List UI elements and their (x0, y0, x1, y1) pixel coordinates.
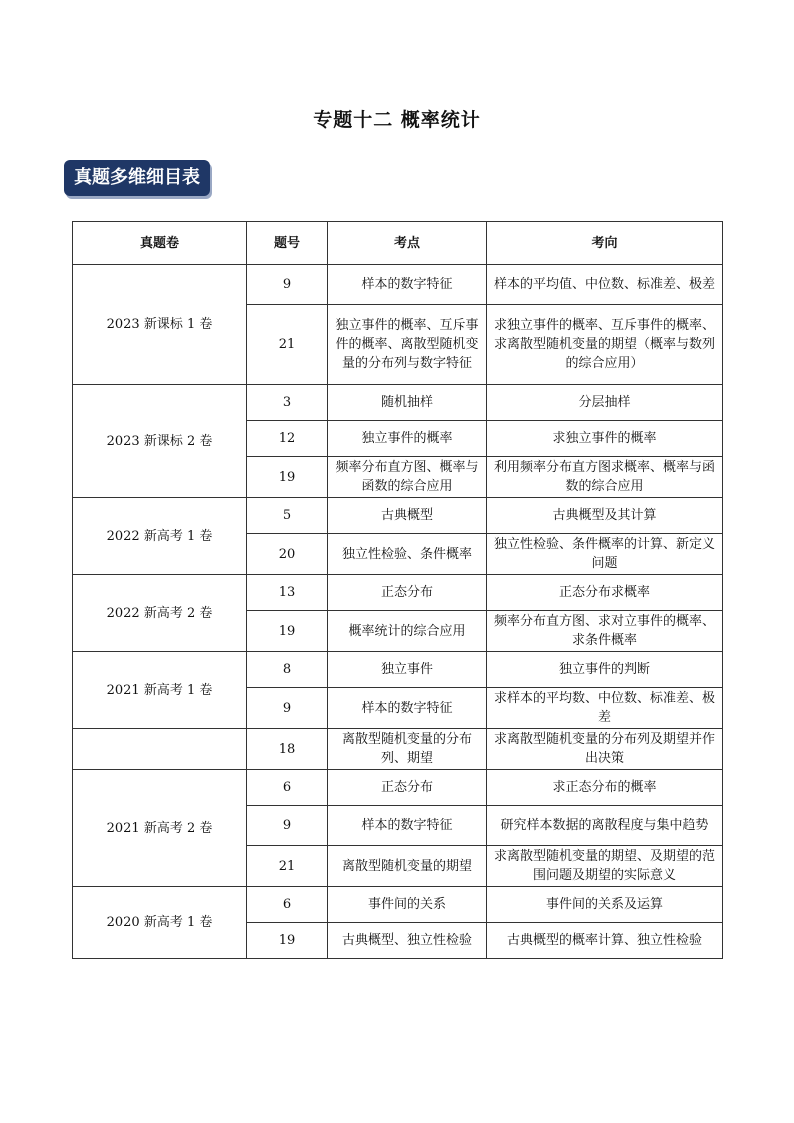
table-row (73, 265, 723, 305)
point-cell: 离散型随机变量的分布列、期望 (328, 729, 487, 770)
header-paper: 真题卷 (73, 222, 247, 265)
number-cell: 20 (247, 534, 328, 575)
direction-cell: 求样本的平均数、中位数、标准差、极差 (487, 688, 723, 729)
direction-cell: 求独立事件的概率、互斥事件的概率、求离散型随机变量的期望（概率与数列的综合应用） (487, 305, 723, 385)
header-direction: 考向 (487, 222, 723, 265)
point-cell: 离散型随机变量的期望 (328, 846, 487, 887)
direction-cell: 求正态分布的概率 (487, 770, 723, 806)
direction-cell: 求独立事件的概率 (487, 421, 723, 457)
point-cell: 样本的数字特征 (328, 688, 487, 729)
number-cell: 18 (247, 729, 328, 770)
point-cell: 古典概型 (328, 498, 487, 534)
paper-cell: 2022 新高考 2 卷 (73, 575, 247, 652)
point-cell: 正态分布 (328, 770, 487, 806)
point-cell: 独立事件 (328, 652, 487, 688)
table-row (73, 729, 723, 770)
number-cell: 19 (247, 611, 328, 652)
number-cell: 21 (247, 846, 328, 887)
table-row (73, 770, 723, 806)
number-cell: 6 (247, 770, 328, 806)
point-cell: 频率分布直方图、概率与函数的综合应用 (328, 457, 487, 498)
point-cell: 样本的数字特征 (328, 806, 487, 846)
exam-table (72, 221, 723, 959)
direction-cell: 古典概型及其计算 (487, 498, 723, 534)
direction-cell: 事件间的关系及运算 (487, 887, 723, 923)
direction-cell: 求离散型随机变量的分布列及期望并作出决策 (487, 729, 723, 770)
number-cell: 5 (247, 498, 328, 534)
direction-cell: 独立事件的判断 (487, 652, 723, 688)
paper-cell: 2022 新高考 1 卷 (73, 498, 247, 575)
section-badge: 真题多维细目表 (64, 160, 210, 196)
direction-cell: 正态分布求概率 (487, 575, 723, 611)
number-cell: 12 (247, 421, 328, 457)
point-cell: 随机抽样 (328, 385, 487, 421)
number-cell: 9 (247, 265, 328, 305)
table-row (73, 385, 723, 421)
table-row (73, 575, 723, 611)
paper-cell: 2023 新课标 2 卷 (73, 385, 247, 498)
number-cell: 19 (247, 457, 328, 498)
table-row (73, 887, 723, 923)
number-cell: 19 (247, 923, 328, 959)
paper-cell: 2021 新高考 2 卷 (73, 770, 247, 887)
direction-cell: 研究样本数据的离散程度与集中趋势 (487, 806, 723, 846)
table-row (73, 652, 723, 688)
number-cell: 13 (247, 575, 328, 611)
point-cell: 样本的数字特征 (328, 265, 487, 305)
point-cell: 正态分布 (328, 575, 487, 611)
number-cell: 8 (247, 652, 328, 688)
header-number: 题号 (247, 222, 328, 265)
table-row (73, 498, 723, 534)
header-point: 考点 (328, 222, 487, 265)
number-cell: 6 (247, 887, 328, 923)
paper-cell: 2020 新高考 1 卷 (73, 887, 247, 959)
direction-cell: 求离散型随机变量的期望、及期望的范围问题及期望的实际意义 (487, 846, 723, 887)
point-cell: 独立性检验、条件概率 (328, 534, 487, 575)
point-cell: 古典概型、独立性检验 (328, 923, 487, 959)
number-cell: 9 (247, 806, 328, 846)
number-cell: 21 (247, 305, 328, 385)
point-cell: 独立事件的概率 (328, 421, 487, 457)
point-cell: 独立事件的概率、互斥事件的概率、离散型随机变量的分布列与数字特征 (328, 305, 487, 385)
direction-cell: 样本的平均值、中位数、标准差、极差 (487, 265, 723, 305)
point-cell: 概率统计的综合应用 (328, 611, 487, 652)
page-title: 专题十二 概率统计 (313, 109, 481, 131)
point-cell: 事件间的关系 (328, 887, 487, 923)
paper-cell: 2023 新课标 1 卷 (73, 265, 247, 385)
direction-cell: 利用频率分布直方图求概率、概率与函数的综合应用 (487, 457, 723, 498)
direction-cell: 频率分布直方图、求对立事件的概率、求条件概率 (487, 611, 723, 652)
paper-cell (73, 729, 247, 770)
direction-cell: 分层抽样 (487, 385, 723, 421)
table-header-row (73, 222, 723, 265)
paper-cell: 2021 新高考 1 卷 (73, 652, 247, 729)
number-cell: 3 (247, 385, 328, 421)
direction-cell: 独立性检验、条件概率的计算、新定义问题 (487, 534, 723, 575)
direction-cell: 古典概型的概率计算、独立性检验 (487, 923, 723, 959)
number-cell: 9 (247, 688, 328, 729)
